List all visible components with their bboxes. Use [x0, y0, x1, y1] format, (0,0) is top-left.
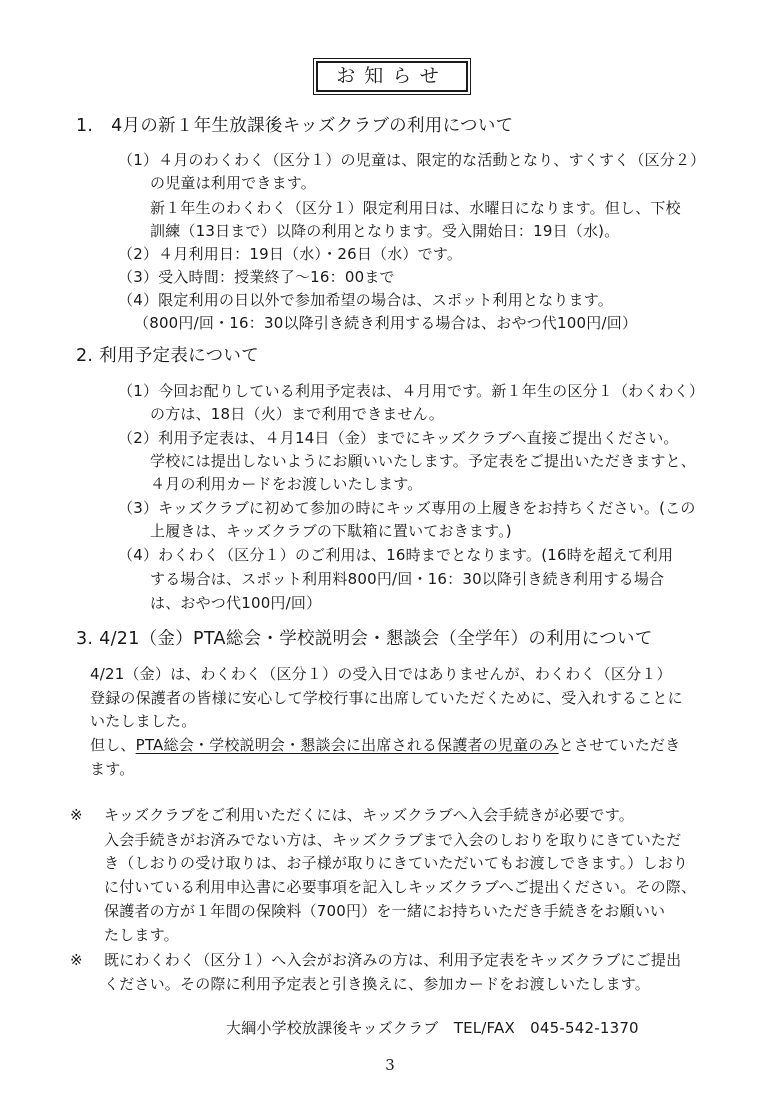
section-3-line: 登録の保護者の皆様に安心して学校行事に出席していただくために、受入れすることに: [90, 689, 683, 707]
note-mark: ※: [70, 951, 83, 969]
section-3-line: 4/21（金）は、わくわく（区分１）の受入日ではありませんが、わくわく（区分１）: [90, 665, 672, 683]
section-2-line: 上履きは、キッズクラブの下駄箱に置いておきます。): [150, 522, 512, 540]
section-1-line: （4）限定利用の日以外で参加希望の場合は、スポット利用となります。: [118, 291, 613, 309]
note-1-line: キッズクラブをご利用いただくには、キッズクラブへ入会手続きが必要です。: [104, 806, 634, 824]
section-2-line: 学校には提出しないようにお願いいたします。予定表をご提出いただきますと、: [150, 452, 697, 470]
section-2-line: （2）利用予定表は、４月14日（金）までにキッズクラブへ直接ご提出ください。: [118, 429, 679, 447]
underlined-condition: PTA総会・学校説明会・懇談会に出席される保護者の児童のみ: [135, 736, 559, 754]
note-2-line: ください。その際に利用予定表と引き換えに、参加カードをお渡しいたします。: [104, 975, 651, 993]
section-1-line: の児童は利用できます。: [150, 174, 317, 192]
section-3-line: [90, 735, 680, 755]
section-2-line: する場合は、スポット利用料800円/回・16：30以降引き続き利用する場合: [150, 570, 665, 588]
notice-title: お知らせ: [316, 61, 468, 92]
section-1-line: （3）受入時間：授業終了～16：00まで: [118, 268, 395, 286]
section-1-line: （800円/回・16：30以降引き続き利用する場合は、おやつ代100円/回）: [134, 314, 638, 332]
note-1-line: 入会手続きがお済みでない方は、キッズクラブまで入会のしおりを取りにきていただ: [104, 831, 682, 849]
section-3-line-suffix: とさせていただき: [558, 736, 681, 754]
section-2-line: （4）わくわく（区分１）のご利用は、16時までとなります。(16時を超えて利用: [118, 546, 674, 564]
section-1-heading: 1. 4月の新１年生放課後キッズクラブの利用について: [76, 116, 514, 136]
section-2-line: （1）今回お配りしている利用予定表は、４月用です。新１年生の区分１（わくわく）: [118, 382, 705, 400]
section-1-line: （1）４月のわくわく（区分１）の児童は、限定的な活動となり、すくすく（区分２）: [118, 151, 706, 169]
section-1-line: 新１年生のわくわく（区分１）限定利用日は、水曜日になります。但し、下校: [150, 199, 681, 217]
note-1-line: 保護者の方が１年間の保険料（700円）を一緒にお持ちいただき手続きをお願いい: [104, 902, 666, 920]
note-1-line: き（しおりの受け取りは、お子様が取りにきていただいてもお渡しできます。）しおり: [104, 854, 689, 872]
section-3-line: ます。: [90, 760, 135, 778]
section-3-line: いたしました。: [90, 712, 197, 730]
note-mark: ※: [70, 806, 83, 824]
section-1-line: 訓練（13日まで）以降の利用となります。受入開始日：19日（水)。: [150, 222, 620, 240]
page-number: 3: [385, 1056, 395, 1074]
note-2-line: 既にわくわく（区分１）へ入会がお済みの方は、利用予定表をキッズクラブにご提出: [104, 951, 682, 969]
note-1-line: に付いている利用申込書に必要事項を記入しキッズクラブへご提出ください。その際、: [104, 878, 697, 896]
section-2-line: の方は、18日（火）まで利用できません。: [150, 405, 444, 423]
section-2-heading: 2. 利用予定表について: [76, 346, 260, 366]
note-1-line: たします。: [104, 926, 179, 944]
section-1-line: （2）４月利用日：19日（水）・26日（水）です。: [118, 245, 463, 263]
section-3-line-prefix: 但し、: [90, 736, 136, 754]
section-2-line: （3）キッズクラブに初めて参加の時にキッズ専用の上履きをお持ちください。(この: [118, 499, 696, 517]
section-3-heading: 3. 4/21（金）PTA総会・学校説明会・懇談会（全学年）の利用について: [76, 629, 653, 649]
section-2-line: は、おやつ代100円/回）: [150, 594, 322, 612]
footer-contact: 大綱小学校放課後キッズクラブ TEL/FAX 045-542-1370: [226, 1019, 639, 1037]
section-2-line: ４月の利用カードをお渡しいたします。: [150, 475, 423, 493]
